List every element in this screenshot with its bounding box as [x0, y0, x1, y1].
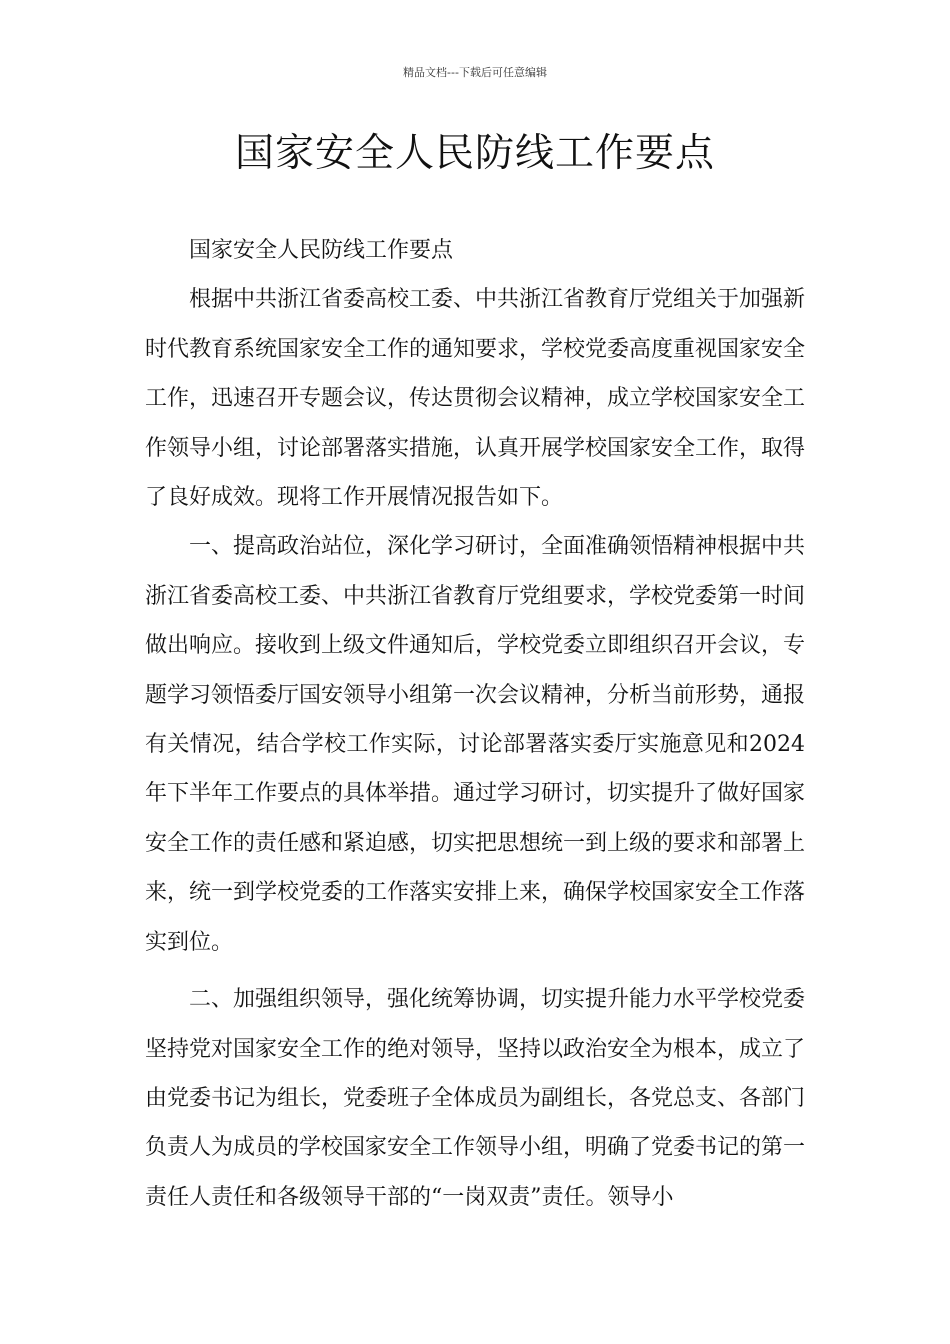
paragraph-section-two: 二、加强组织领导，强化统筹协调，切实提升能力水平学校党委坚持党对国家安全工作的绝对领导，坚持以政治安全为根本，成立了由党委书记为组长，党委班子全体成员为副组长，各党总支、各部门负责人为成员的学校国家安全工作领导小组，明确了党委书记的第一责任人责任和各级领导干部的“一岗双责”责任。领导小 [145, 987, 806, 1210]
header-note: 精品文档---下载后可任意编辑 [403, 66, 547, 79]
paragraph-intro: 根据中共浙江省委高校工委、中共浙江省教育厅党组关于加强新时代教育系统国家安全工作的通知要求，学校党委高度重视国家安全工作，迅速召开专题会议，传达贯彻会议精神，成立学校国家安全工作领导小组，讨论部署落实措施，认真开展学校国家安全工作，取得了良好成效。现将工作开展情况报告如下。 [145, 287, 806, 511]
paragraph-section-one: 一、提高政治站位，深化学习研讨，全面准确领悟精神根据中共浙江省委高校工委、中共浙江省教育厅党组要求，学校党委第一时间做出响应。接收到上级文件通知后，学校党委立即组织召开会议，专题学习领悟委厅国安领导小组第一次会议精神，分析当前形势，通报有关情况，结合学校工作实际，讨论部署落实委厅实施意见和2024年下半年工作要点的具体举措。通过学习研讨，切实提升了做好国家安全工作的责任感和紧迫感，切实把思想统一到上级的要求和部署上来，统一到学校党委的工作落实安排上来，确保学校国家安全工作落实到位。 [145, 534, 806, 955]
paragraph-subtitle: 国家安全人民防线工作要点 [189, 238, 454, 263]
document-title: 国家安全人民防线工作要点 [234, 131, 715, 176]
document-body [145, 226, 805, 1222]
